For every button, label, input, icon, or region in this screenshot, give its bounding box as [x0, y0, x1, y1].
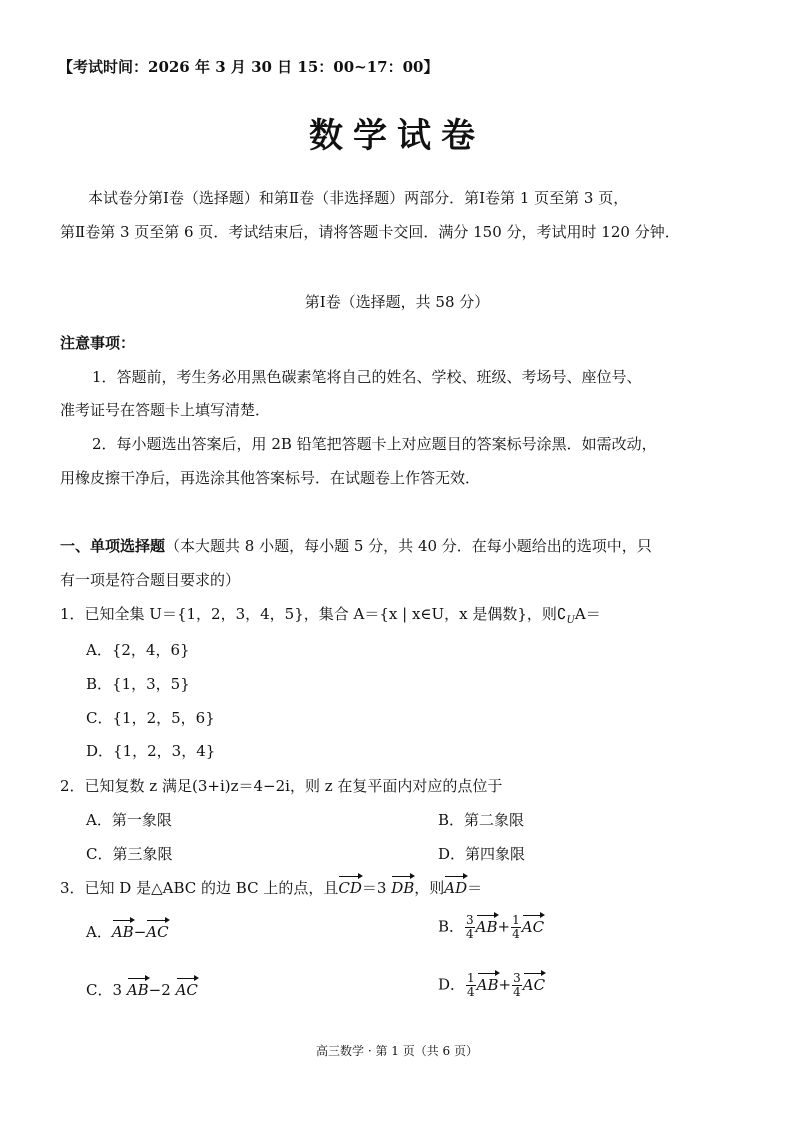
q2-option-a[interactable]: A．第一象限	[86, 811, 172, 829]
q3-option-a[interactable]	[86, 922, 169, 942]
intro-line-1: 本试卷分第Ⅰ卷（选择题）和第Ⅱ卷（非选择题）两部分．第Ⅰ卷第 1 页至第 3 页，	[88, 189, 629, 207]
q1-option-b[interactable]: B．{1，3，5}	[86, 675, 190, 693]
part1-desc: （本大题共 8 小题，每小题 5 分，共 40 分．在每小题给出的选项中，只	[165, 537, 652, 555]
q1-option-d[interactable]: D．{1，2，3，4}	[86, 742, 216, 760]
vector-ac: AC	[521, 917, 545, 936]
fraction-denominator: 4	[467, 985, 475, 999]
q3-b-label: B．	[438, 917, 465, 936]
fraction-numerator: 1	[512, 913, 520, 927]
q1-sub: U	[566, 615, 575, 626]
q3-d-plus: +	[498, 975, 512, 994]
notice-heading: 注意事项：	[60, 334, 136, 352]
page-footer: 高三数学 · 第 1 页（共 6 页）	[316, 1044, 478, 1058]
notice-line-4: 用橡皮擦干净后，再选涂其他答案标号．在试题卷上作答无效．	[60, 469, 481, 487]
q1-option-c[interactable]: C．{1，2，5，6}	[86, 709, 215, 727]
part1-desc-2: 有一项是符合题目要求的）	[60, 571, 241, 589]
document-title: 数学试卷	[309, 116, 485, 156]
vector-ab: AB	[111, 923, 134, 941]
fraction-numerator: 1	[467, 971, 475, 985]
q2-option-c[interactable]: C．第三象限	[86, 845, 173, 863]
vector-ac: AC	[175, 981, 198, 999]
fraction-3-4	[465, 914, 475, 941]
q3-a-minus: −	[133, 923, 147, 941]
vector-ab: AB	[126, 981, 149, 999]
notice-line-3: 2．每小题选出答案后，用 2B 铅笔把答题卡上对应题目的答案标号涂黑．如需改动，	[92, 435, 657, 453]
vector-ab: AB	[475, 917, 498, 936]
vector-db: DB	[391, 879, 415, 897]
q3-then: ，则	[414, 879, 445, 897]
q3-b-plus: +	[497, 917, 511, 936]
intro-line-2: 第Ⅱ卷第 3 页至第 6 页．考试结束后，请将答题卡交回．满分 150 分，考试用时 120 分钟．	[60, 223, 680, 241]
fraction-numerator: 3	[513, 971, 521, 985]
question-3	[60, 878, 482, 898]
q3-option-d[interactable]	[438, 972, 545, 999]
q3-c-coef-3: 3	[112, 981, 123, 999]
vector-ac: AC	[146, 923, 169, 941]
notice-line-2: 准考证号在答题卡上填写清楚．	[60, 401, 271, 419]
q2-option-d[interactable]: D．第四象限	[438, 845, 526, 863]
q3-prefix: 3．已知 D 是△ABC 的边 BC 上的点，且	[60, 879, 339, 897]
q3-c-minus: −	[148, 981, 162, 999]
part1-heading	[60, 536, 652, 556]
vector-ab: AB	[476, 975, 499, 994]
vector-ac: AC	[522, 975, 546, 994]
fraction-denominator: 4	[513, 985, 521, 999]
q3-d-label: D．	[438, 975, 466, 994]
fraction-1-4	[511, 914, 521, 941]
vector-cd: CD	[338, 879, 362, 897]
fraction-numerator: 3	[466, 913, 474, 927]
q3-c-label: C．	[86, 981, 113, 999]
exam-time-header: 【考试时间：2026 年 3 月 30 日 15：00~17：00】	[58, 58, 439, 76]
fraction-3-4	[512, 972, 522, 999]
q3-mid: ＝3	[361, 879, 387, 897]
q3-a-label: A．	[86, 923, 112, 941]
q3-c-coef-2: 2	[161, 981, 171, 999]
fraction-1-4	[466, 972, 476, 999]
part1-title: 一、单项选择题	[60, 537, 166, 555]
q1-text: 1．已知全集 U＝{1，2，3，4，5}，集合 A＝{x | x∈U，x 是偶数}，则∁	[60, 605, 567, 623]
fraction-denominator: 4	[512, 927, 520, 941]
fraction-denominator: 4	[466, 927, 474, 941]
q2-option-b[interactable]: B．第二象限	[438, 811, 525, 829]
q1-tail: A＝	[574, 605, 601, 623]
question-2: 2．已知复数 z 满足(3+i)z＝4−2i，则 z 在复平面内对应的点位于	[60, 777, 503, 795]
section-title: 第Ⅰ卷（选择题，共 58 分）	[304, 293, 490, 311]
q3-eq: ＝	[467, 879, 483, 897]
notice-line-1: 1．答题前，考生务必用黑色碳素笔将自己的姓名、学校、班级、考场号、座位号、	[92, 368, 642, 386]
question-1	[60, 604, 601, 631]
q3-option-b[interactable]	[438, 914, 544, 941]
q1-option-a[interactable]: A．{2，4，6}	[86, 641, 190, 659]
q3-option-c[interactable]	[86, 980, 198, 1000]
vector-ad: AD	[444, 879, 468, 897]
